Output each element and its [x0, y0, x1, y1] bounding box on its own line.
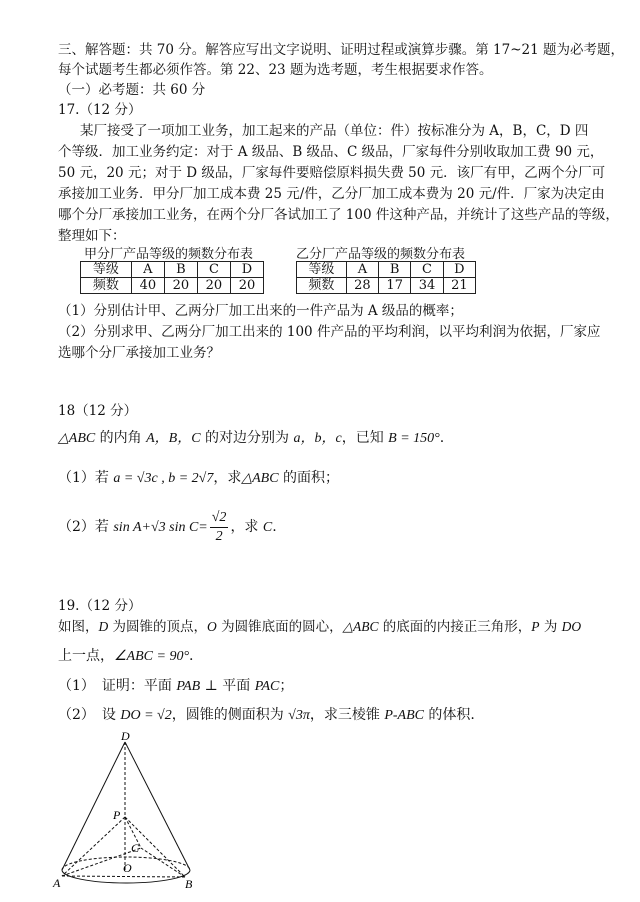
table-cell: 34 — [411, 278, 443, 294]
q19-var: DO — [561, 619, 582, 634]
table-cell: 21 — [443, 278, 475, 294]
table-cell: 等级 — [297, 262, 347, 278]
q18-part-2-text: . — [272, 519, 277, 535]
q19-text: 为 — [539, 619, 562, 635]
q17-body-line-4: 承接加工业务．甲分厂加工成本费 25 元/件，乙分厂加工成本费为 20 元/件．厂家为决定由 — [58, 186, 605, 202]
q18-stem-text: 的对边分别为 — [200, 430, 294, 446]
q19-do-value: DO = √2 — [120, 708, 172, 723]
table-cell: 17 — [379, 278, 411, 294]
table-cell: B — [164, 262, 197, 278]
label-c: C — [131, 841, 140, 855]
table-cell: B — [379, 262, 411, 278]
q17-part-2-line-2: 选哪个分厂承接加工业务？ — [58, 345, 220, 361]
q18-part-2-target: C — [262, 520, 273, 535]
q18-stem-text: 的内角 — [95, 430, 147, 446]
q19-text: （1） 证明：平面 — [58, 678, 177, 694]
q18-triangle: △ABC — [241, 471, 279, 486]
q19-text: 的底面的内接正三角形， — [378, 619, 532, 635]
segment-pa — [62, 817, 125, 876]
table-a-header-row — [81, 262, 264, 278]
label-p: P — [113, 808, 121, 822]
q18-part-1-condition: a = √3c , b = 2√7 — [113, 471, 214, 486]
q18-sides: a，b，c — [293, 431, 342, 446]
frequency-table-b — [296, 261, 476, 294]
q18-part-2-text: （2）若 — [58, 519, 114, 535]
q19-text: . — [189, 648, 194, 664]
q19-plane: PAB — [176, 679, 201, 694]
q18-angle-b-value: B = 150° — [388, 431, 440, 446]
label-b: B — [185, 877, 193, 891]
q19-text: ⊥ 平面 — [200, 678, 255, 694]
q19-text: （2） 设 — [58, 707, 121, 723]
q18-number: 18（12 分） — [58, 403, 138, 419]
q19-var: O — [207, 619, 217, 634]
table-cell: C — [411, 262, 443, 278]
q19-pyramid: P-ABC — [384, 708, 424, 723]
segment-bc — [141, 848, 185, 877]
q17-body-line-2: 个等级．加工业务约定：对于 A 级品、B 级品、C 级品，厂家每件分别收取加工费 90 元， — [58, 144, 604, 160]
q17-body-line-6: 整理如下： — [58, 228, 126, 244]
q18-stem-text: ，已知 — [341, 430, 389, 446]
table-b-header-row — [297, 262, 476, 278]
q19-text: 为圆锥底面的圆心， — [216, 619, 343, 635]
table-cell: 40 — [131, 278, 164, 294]
q19-text: ，圆锥的侧面积为 — [171, 707, 289, 723]
required-questions-label: （一）必考题：共 60 分 — [58, 82, 206, 98]
q19-part-2 — [58, 705, 475, 726]
table-cell: 20 — [230, 278, 263, 294]
cone-figure — [45, 730, 245, 895]
q19-text: 如图， — [58, 619, 99, 635]
q19-text: ； — [279, 678, 294, 694]
table-cell: 20 — [164, 278, 197, 294]
table-cell: C — [197, 262, 230, 278]
q19-line-2 — [58, 646, 194, 667]
q19-text: 为圆锥的顶点， — [108, 619, 208, 635]
q17-body-line-1: 某厂接受了一项加工业务，加工起来的产品（单位：件）按标准分为 A，B，C，D 四 — [80, 123, 589, 139]
q19-area-value: √3π — [288, 708, 310, 723]
q18-fraction — [210, 509, 229, 546]
q18-part-1-text: 的面积； — [278, 470, 340, 486]
table-cell: A — [131, 262, 164, 278]
section-header-line-1: 三、解答题：共 70 分。解答应写出文字说明、证明过程或演算步骤。第 17~21 题为必考题， — [58, 42, 625, 58]
table-cell: A — [346, 262, 378, 278]
q17-body-line-5: 哪个分厂承接加工业务，在两个分厂各试加工了 100 件这种产品，并统计了这些产品的等级， — [58, 207, 619, 223]
q19-angle-condition: ∠ABC = 90° — [114, 649, 190, 664]
frequency-table-a — [80, 261, 264, 294]
q18-triangle: △ABC — [58, 431, 96, 446]
q18-part-2-text: ，求 — [230, 519, 263, 535]
table-cell: D — [230, 262, 263, 278]
q18-part-1-text: （1）若 — [58, 470, 114, 486]
table-cell: 20 — [197, 278, 230, 294]
table-cell: 28 — [346, 278, 378, 294]
table-b-caption: 乙分厂产品等级的频数分布表 — [296, 247, 466, 262]
fraction-denominator: 2 — [215, 528, 223, 544]
q19-var: P — [531, 619, 540, 634]
q19-text: 的体积. — [423, 707, 475, 723]
q19-plane: PAC — [254, 679, 280, 694]
fraction-numerator: √2 — [210, 509, 229, 528]
q18-part-2 — [58, 508, 277, 547]
q18-stem-text: . — [439, 430, 445, 446]
q18-part-1 — [58, 468, 339, 489]
table-a-caption: 甲分厂产品等级的频数分布表 — [84, 247, 254, 262]
q19-text: ，求三棱锥 — [309, 707, 385, 723]
q19-number: 19.（12 分） — [58, 598, 142, 614]
q17-number: 17.（12 分） — [58, 102, 142, 118]
label-a: A — [53, 876, 61, 890]
label-o: O — [123, 861, 132, 875]
q19-line-1 — [58, 617, 581, 637]
table-b-data-row — [297, 278, 476, 294]
label-d: D — [121, 730, 130, 743]
q19-text: 上一点， — [58, 648, 114, 664]
q19-var: D — [98, 619, 109, 634]
table-cell: 等级 — [81, 262, 132, 278]
q17-body-line-3: 50 元，20 元；对于 D 级品，厂家每件要赔偿原料损失费 50 元．该厂有甲，乙两个分厂可 — [58, 165, 606, 181]
table-cell: D — [443, 262, 475, 278]
q17-part-1: （1）分别估计甲、乙两分厂加工出来的一件产品为 A 级品的概率； — [58, 303, 463, 319]
section-header-line-2: 每个试题考生都必须作答。第 22、23 题为选考题，考生根据要求作答。 — [58, 62, 493, 78]
q18-stem — [58, 428, 444, 449]
cone-edge-left — [62, 742, 125, 870]
q19-part-1 — [58, 676, 293, 697]
q18-part-2-equation: sin A+√3 sin C= — [113, 520, 208, 535]
q18-part-1-text: ，求 — [213, 470, 242, 486]
q18-angles: A，B，C — [146, 431, 201, 446]
table-cell: 频数 — [81, 278, 132, 294]
table-cell: 频数 — [297, 278, 347, 294]
segment-ab — [62, 876, 185, 877]
q19-triangle: △ABC — [342, 619, 379, 634]
q17-part-2-line-1: （2）分别求甲、乙两分厂加工出来的 100 件产品的平均利润，以平均利润为依据，厂家应 — [58, 324, 601, 340]
table-a-data-row — [81, 278, 264, 294]
